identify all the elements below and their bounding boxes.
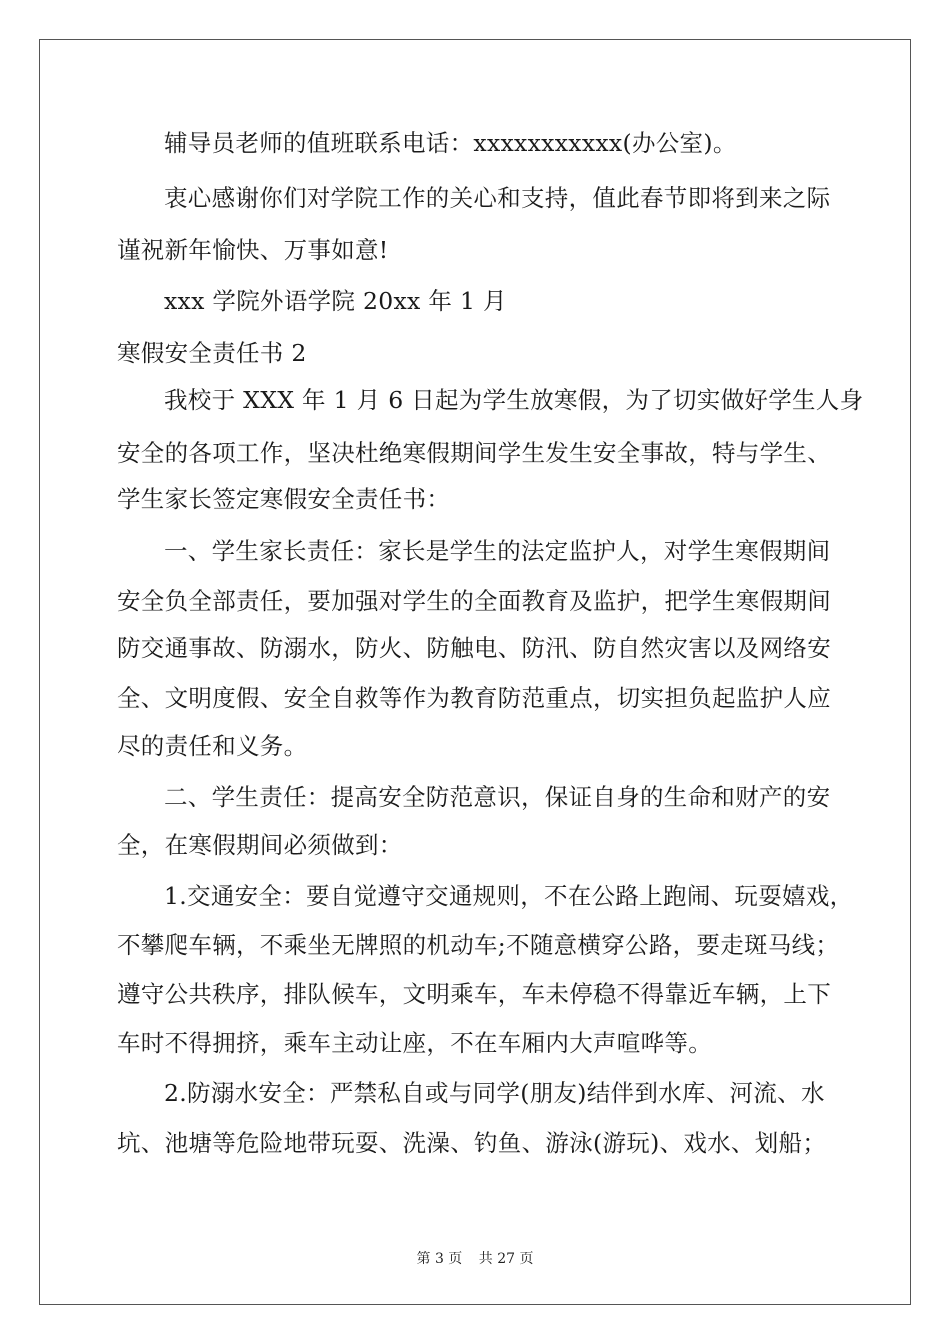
paragraph-line: 全、文明度假、安全自救等作为教育防范重点，切实担负起监护人应 bbox=[117, 684, 831, 712]
paragraph-line: 不攀爬车辆，不乘坐无牌照的机动车;不随意横穿公路，要走斑马线； bbox=[117, 931, 840, 959]
paragraph-line: 安全的各项工作，坚决杜绝寒假期间学生发生安全事故，特与学生、 bbox=[117, 439, 831, 467]
paragraph-line: 防交通事故、防溺水，防火、防触电、防汛、防自然灾害以及网络安 bbox=[117, 634, 831, 662]
paragraph-line: 一、学生家长责任：家长是学生的法定监护人，对学生寒假期间 bbox=[164, 537, 831, 565]
paragraph-line: 我校于 XXX 年 1 月 6 日起为学生放寒假，为了切实做好学生人身 bbox=[164, 386, 864, 414]
paragraph-line: 全，在寒假期间必须做到： bbox=[117, 831, 403, 859]
paragraph-line: 2.防溺水安全：严禁私自或与同学(朋友)结伴到水库、河流、水 bbox=[164, 1079, 825, 1107]
paragraph-line: 辅导员老师的值班联系电话：xxxxxxxxxxx(办公室)。 bbox=[164, 129, 737, 157]
page-total: 共 27 页 bbox=[478, 1251, 534, 1267]
paragraph-line: 二、学生责任：提高安全防范意识，保证自身的生命和财产的安 bbox=[164, 783, 831, 811]
signature-line: xxx 学院外语学院 20xx 年 1 月 bbox=[164, 287, 507, 315]
paragraph-line: 谨祝新年愉快、万事如意! bbox=[117, 236, 389, 264]
paragraph-line: 学生家长签定寒假安全责任书： bbox=[117, 485, 451, 513]
page-border bbox=[39, 39, 911, 1305]
section-title: 寒假安全责任书 2 bbox=[117, 339, 307, 367]
paragraph-line: 衷心感谢你们对学院工作的关心和支持，值此春节即将到来之际 bbox=[164, 184, 831, 212]
page-number: 第 3 页 bbox=[416, 1251, 463, 1267]
paragraph-line: 尽的责任和义务。 bbox=[117, 732, 308, 760]
page-footer bbox=[0, 1248, 950, 1268]
paragraph-line: 坑、池塘等危险地带玩耍、洗澡、钓鱼、游泳(游玩)、戏水、划船； bbox=[117, 1129, 827, 1157]
paragraph-line: 遵守公共秩序，排队候车，文明乘车，车未停稳不得靠近车辆，上下 bbox=[117, 980, 831, 1008]
paragraph-line: 安全负全部责任，要加强对学生的全面教育及监护，把学生寒假期间 bbox=[117, 587, 831, 615]
paragraph-line: 车时不得拥挤，乘车主动让座，不在车厢内大声喧哗等。 bbox=[117, 1029, 712, 1057]
paragraph-line: 1.交通安全：要自觉遵守交通规则，不在公路上跑闹、玩耍嬉戏， bbox=[164, 882, 854, 910]
